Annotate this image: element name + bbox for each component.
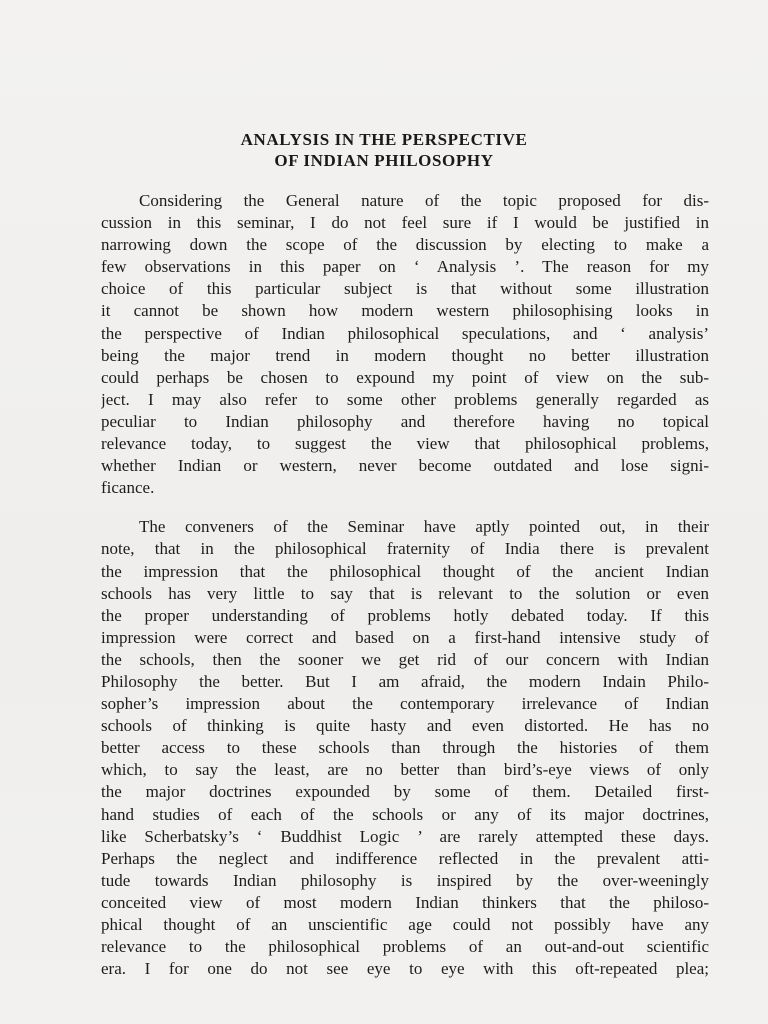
paragraph-line: schools has very little to say that is relevant to the solution or even <box>101 583 709 603</box>
body-text <box>101 190 709 980</box>
paragraph-line: the impression that the philosophical thought of the ancient Indian <box>101 561 709 581</box>
paragraph-line: Considering the General nature of the topic proposed for dis- <box>139 191 709 210</box>
paragraph-line: peculiar to Indian philosophy and therefore having no topical <box>101 411 709 431</box>
paragraph-line: ficance. <box>101 478 155 498</box>
paragraph-line: phical thought of an unscientific age could not possibly have any <box>101 915 709 934</box>
paragraph-line: which, to say the least, are no better than bird’s-eye views of only <box>101 760 709 780</box>
paragraph-line: choice of this particular subject is that without some illustration <box>101 279 709 299</box>
paragraph-line: Perhaps the neglect and indifference reflected in the prevalent atti- <box>101 848 709 868</box>
paragraph-1 <box>101 190 709 499</box>
paragraph-line: relevance to the philosophical problems of an out-and-out scientific <box>101 937 709 957</box>
paragraph-line: narrowing down the scope of the discussion by electing to make a <box>101 235 709 255</box>
paragraph-line: whether Indian or western, never become outdated and lose signi- <box>101 456 709 476</box>
paragraph-line: could perhaps be chosen to expound my point of view on the sub- <box>101 367 709 387</box>
paragraph-line: like Scherbatsky’s ‘ Buddhist Logic ’ are rarely attempted these days. <box>101 826 709 846</box>
paragraph-spacer <box>101 499 709 516</box>
paragraph-line: the perspective of Indian philosophical speculations, and ‘ analysis’ <box>101 323 709 343</box>
paragraph-line: the proper understanding of problems hotly debated today. If this <box>101 605 709 625</box>
paragraph-line: it cannot be shown how modern western philosophising looks in <box>101 301 709 321</box>
title-line-2: OF INDIAN PHILOSOPHY <box>274 151 494 170</box>
paragraph-line: the schools, then the sooner we get rid of our concern with Indian <box>101 649 709 669</box>
paragraph-line: the major doctrines expounded by some of them. Detailed first- <box>101 782 709 802</box>
paragraph-line: era. I for one do not see eye to eye with this oft-repeated plea; <box>101 959 709 979</box>
paragraph-line: schools of thinking is quite hasty and even distorted. He has no <box>101 716 709 736</box>
paragraph-2 <box>101 516 709 980</box>
paragraph-line: impression were correct and based on a first-hand intensive study of <box>101 627 709 647</box>
paragraph-line: being the major trend in modern thought no better illustration <box>101 345 709 365</box>
paragraph-line: tude towards Indian philosophy is inspired by the over-weeningly <box>101 870 709 890</box>
paragraph-line: The conveners of the Seminar have aptly pointed out, in their <box>139 517 709 537</box>
paragraph-line: relevance today, to suggest the view that philosophical problems, <box>101 434 709 454</box>
paragraph-line: ject. I may also refer to some other problems generally regarded as <box>101 389 709 409</box>
title-line-1: ANALYSIS IN THE PERSPECTIVE <box>240 130 528 149</box>
paragraph-line: Philosophy the better. But I am afraid, the modern Indain Philo- <box>101 671 709 691</box>
paragraph-line: hand studies of each of the schools or any of its major doctrines, <box>101 804 709 824</box>
paragraph-line: conceited view of most modern Indian thinkers that the philoso- <box>101 892 709 912</box>
paragraph-line: note, that in the philosophical fraternity of India there is prevalent <box>101 539 709 559</box>
paragraph-line: few observations in this paper on ‘ Analysis ’. The reason for my <box>101 257 709 277</box>
paragraph-line: sopher’s impression about the contemporary irrelevance of Indian <box>101 694 709 714</box>
paragraph-line: cussion in this seminar, I do not feel sure if I would be justified in <box>101 213 709 233</box>
paragraph-line: better access to these schools than through the histories of them <box>101 738 709 758</box>
